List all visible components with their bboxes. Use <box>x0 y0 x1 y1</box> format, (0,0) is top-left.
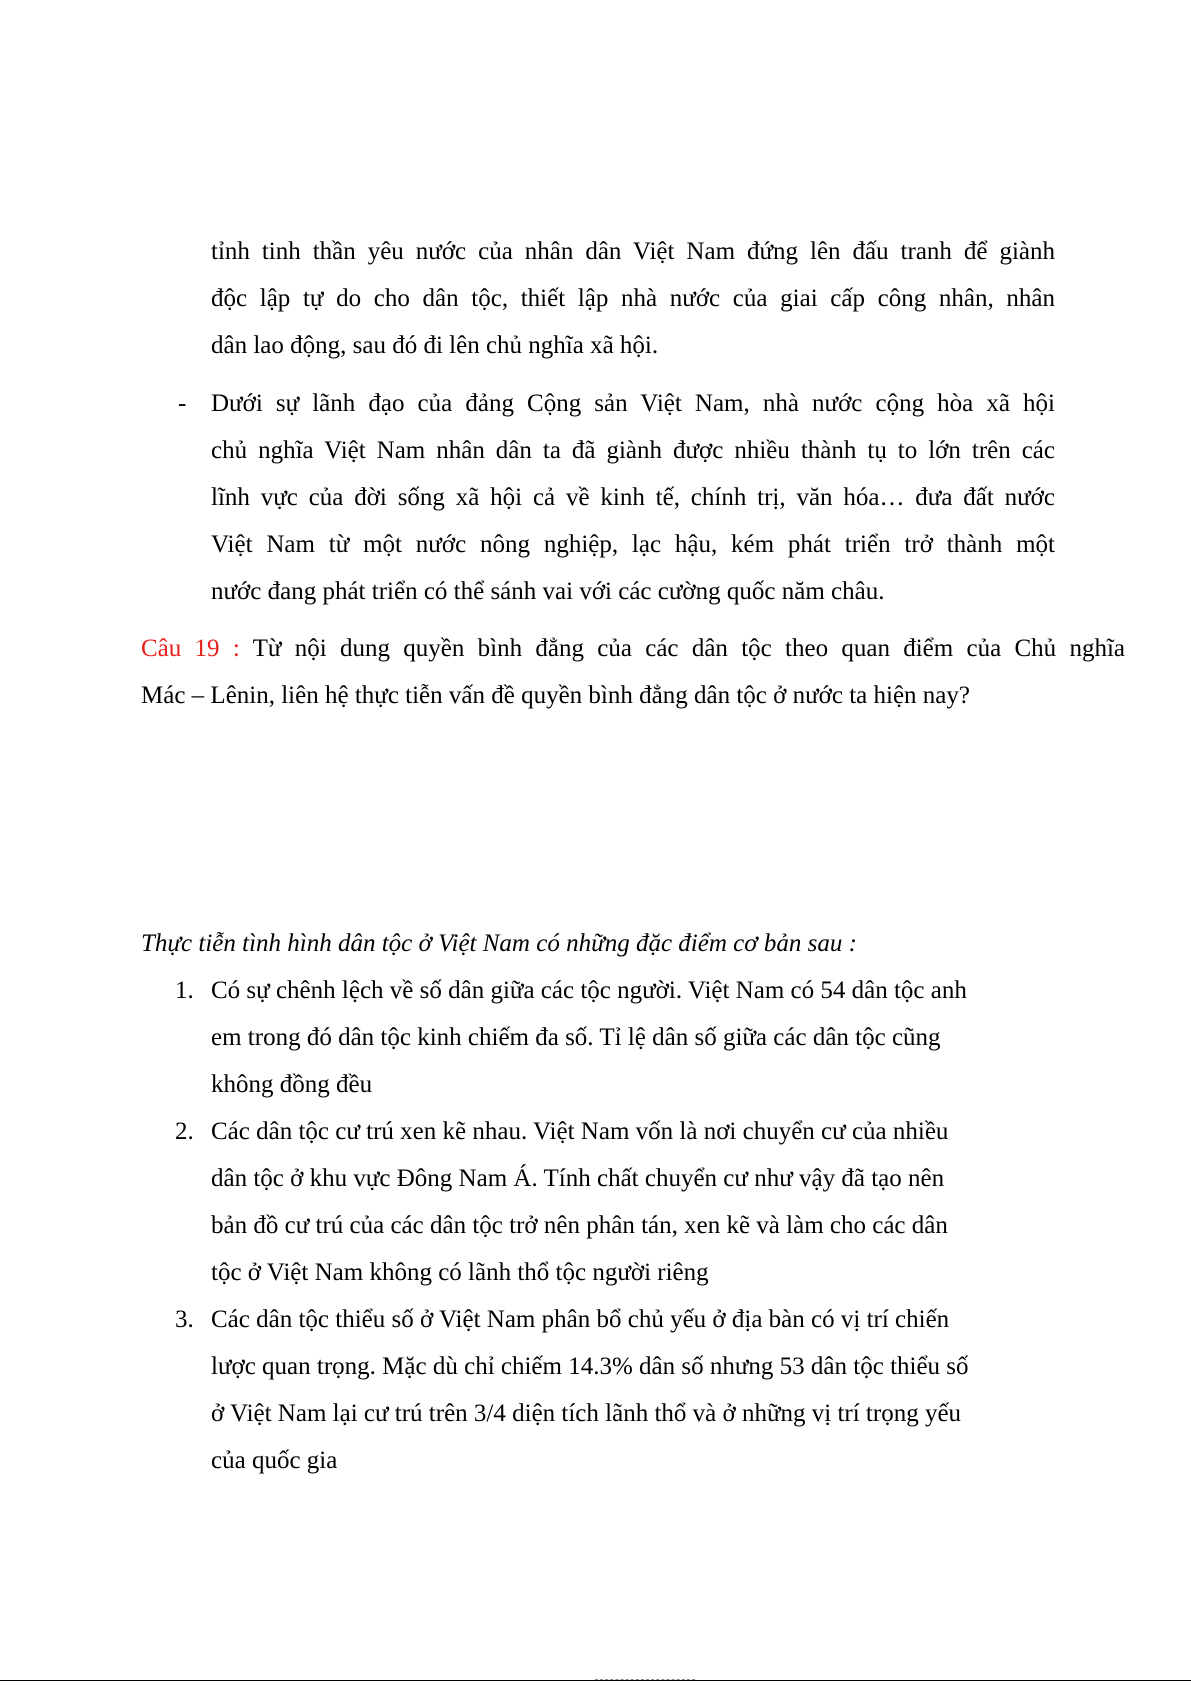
list-line: tộc ở Việt Nam không có lãnh thổ tộc người riêng <box>211 1259 709 1286</box>
question-line-2: Mác – Lênin, liên hệ thực tiễn vấn đề quyền bình đẳng dân tộc ở nước ta hiện nay? <box>141 682 970 709</box>
list-line: bản đồ cư trú của các dân tộc trở nên phân tán, xen kẽ và làm cho các dân <box>211 1212 948 1239</box>
bullet-line: nước đang phát triển có thể sánh vai với các cường quốc năm châu. <box>211 578 885 605</box>
list-line: lược quan trọng. Mặc dù chỉ chiếm 14.3% dân số nhưng 53 dân tộc thiểu số <box>211 1353 969 1380</box>
continuation-paragraph <box>211 228 1055 369</box>
question-line-1 <box>141 625 1125 672</box>
question-label: Câu 19 : <box>141 635 240 662</box>
continuation-line: độc lập tự do cho dân tộc, thiết lập nhà nước của giai cấp công nhân, nhân <box>211 285 1055 312</box>
continuation-line: tỉnh tinh thần yêu nước của nhân dân Việt Nam đứng lên đấu tranh để giành <box>211 238 1055 265</box>
bullet-line: chủ nghĩa Việt Nam nhân dân ta đã giành được nhiều thành tụ to lớn trên các <box>211 437 1055 464</box>
bullet-marker: - <box>178 390 187 417</box>
list-line: Có sự chênh lệch về số dân giữa các tộc người. Việt Nam có 54 dân tộc anh <box>211 977 967 1004</box>
intro-text: Thực tiễn tình hình dân tộc ở Việt Nam có những đặc điểm cơ bản sau : <box>141 930 857 957</box>
continuation-line: dân lao động, sau đó đi lên chủ nghĩa xã hội. <box>211 332 659 359</box>
page-break-marker <box>595 1679 695 1681</box>
intro-heading <box>141 920 1041 967</box>
question-text: Từ nội dung quyền bình đẳng của các dân tộc theo quan điểm của Chủ nghĩa <box>252 635 1125 662</box>
list-line: của quốc gia <box>211 1447 338 1474</box>
bullet-line: Dưới sự lãnh đạo của đảng Cộng sản Việt Nam, nhà nước cộng hòa xã hội <box>211 390 1055 417</box>
list-line: không đồng đều <box>211 1071 373 1098</box>
list-line: Các dân tộc thiểu số ở Việt Nam phân bổ chủ yếu ở địa bàn có vị trí chiến <box>211 1306 950 1333</box>
bullet-line: lĩnh vực của đời sống xã hội cả về kinh tế, chính trị, văn hóa… đưa đất nước <box>211 484 1055 511</box>
bullet-line: Việt Nam từ một nước nông nghiệp, lạc hậu, kém phát triển trở thành một <box>211 531 1055 558</box>
list-line: dân tộc ở khu vực Đông Nam Á. Tính chất chuyển cư như vậy đã tạo nên <box>211 1165 945 1192</box>
list-number: 3. <box>175 1306 194 1333</box>
list-number: 2. <box>175 1118 194 1145</box>
list-line: Các dân tộc cư trú xen kẽ nhau. Việt Nam vốn là nơi chuyển cư của nhiều <box>211 1118 949 1145</box>
list-line: ở Việt Nam lại cư trú trên 3/4 diện tích lãnh thổ và ở những vị trí trọng yếu <box>211 1400 962 1427</box>
list-number: 1. <box>175 977 194 1004</box>
list-line: em trong đó dân tộc kinh chiếm đa số. Tỉ lệ dân số giữa các dân tộc cũng <box>211 1024 941 1051</box>
question-19 <box>141 625 1125 719</box>
